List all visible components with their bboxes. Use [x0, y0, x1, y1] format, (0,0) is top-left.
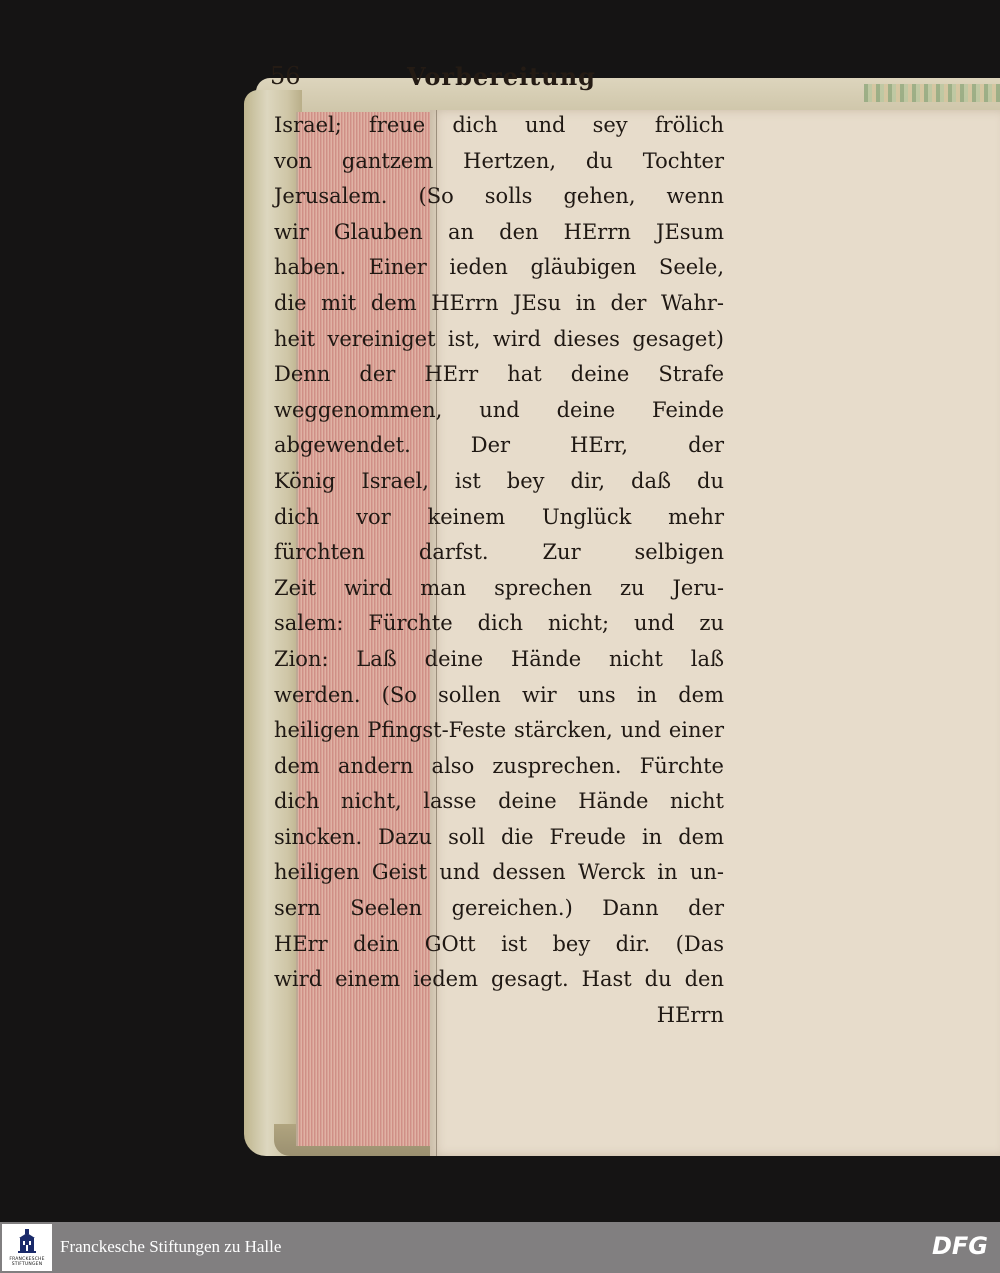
text-line: wird einem iedem gesagt. Hast du den	[274, 967, 724, 992]
running-head: Vorbereitung	[407, 62, 596, 91]
text-line: fürchten darfst. Zur selbigen	[274, 540, 724, 565]
text-line: Denn der HErr hat deine Strafe	[274, 362, 724, 387]
text-line: HErr dein GOtt ist bey dir. (Das	[274, 931, 724, 956]
text-line: salem: Fürchte dich nicht; und zu	[274, 611, 724, 636]
institution-name: Franckesche Stiftungen zu Halle	[60, 1237, 282, 1256]
text-line: werden. (So sollen wir uns in dem	[274, 682, 724, 707]
catchword: HErrn	[656, 1002, 724, 1027]
dfg-logo[interactable]: DFG	[931, 1232, 988, 1260]
text-line: die mit dem HErrn JEsu in der Wahr-	[274, 290, 724, 315]
text-line: von gantzem Hertzen, du Tochter	[274, 148, 724, 173]
headband	[864, 84, 1000, 102]
page-header	[270, 62, 770, 102]
text-line: weggenommen, und deine Feinde	[274, 397, 724, 422]
text-line: Zion: Laß deine Hände nicht laß	[274, 646, 724, 671]
text-line: Israel; freue dich und sey frölich	[274, 113, 724, 137]
text-line: sincken. Dazu soll die Freude in dem	[274, 824, 724, 849]
text-line: haben. Einer ieden gläubigen Seele,	[274, 255, 724, 280]
text-line: Jerusalem. (So solls gehen, wenn	[274, 184, 724, 209]
building-icon	[17, 1229, 37, 1255]
body-text	[274, 108, 724, 1033]
text-line: heiligen Pfingst-Feste stärcken, und einer	[274, 718, 724, 743]
logo-text: FRANCKESCHE STIFTUNGEN	[9, 1257, 45, 1267]
viewer-footer	[0, 1222, 1000, 1273]
text-line: Zeit wird man sprechen zu Jeru-	[274, 575, 724, 600]
text-line: wir Glauben an den HErrn JEsum	[274, 219, 724, 244]
page-number: 56	[270, 62, 301, 90]
text-line: heiligen Geist und dessen Werck in un-	[274, 860, 724, 885]
text-line: König Israel, ist bey dir, daß du	[274, 468, 724, 493]
text-line: dich vor keinem Unglück mehr	[274, 504, 724, 529]
text-line: heit vereiniget ist, wird dieses gesaget)	[274, 326, 724, 351]
text-line: abgewendet. Der HErr, der	[274, 433, 724, 458]
franckesche-stiftungen-logo[interactable]	[2, 1224, 52, 1271]
text-line: dich nicht, lasse deine Hände nicht	[274, 789, 724, 814]
text-line: sern Seelen gereichen.) Dann der	[274, 896, 724, 921]
text-line: dem andern also zusprechen. Fürchte	[274, 753, 724, 778]
